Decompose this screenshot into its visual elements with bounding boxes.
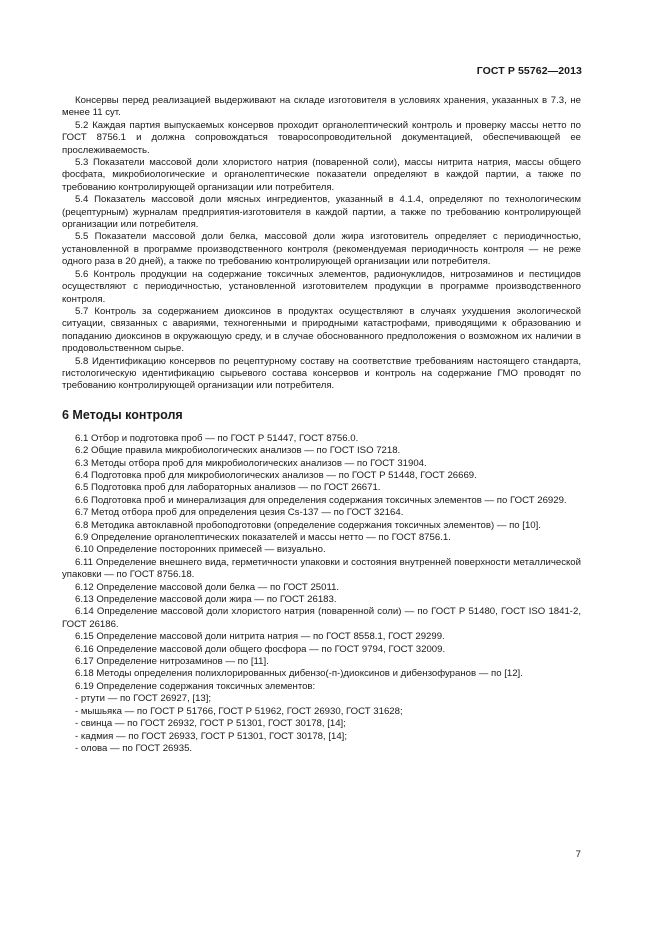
method-6-2: 6.2 Общие правила микробиологических анализов — по ГОСТ ISO 7218. <box>75 445 401 457</box>
method-6-6: 6.6 Подготовка проб и минерализация для определения содержания токсичных элементов — по ГОСТ 26929. <box>75 494 567 506</box>
document-standard-code: ГОСТ Р 55762—2013 <box>476 65 582 77</box>
paragraph-5-8: 5.8 Идентификацию консервов по рецептурному составу на соответствие требованиям настоящего стандарта, гистологическую идентификацию сырьевого состава консервов и контроль на содержание ГМО проводят по требованию контролирующей организации или потребителя. <box>62 355 581 392</box>
method-6-18: 6.18 Методы определения полихлорированных дибензо(-п-)диоксинов и дибензофуранов — по [12]. <box>75 668 523 680</box>
section-6-heading: 6 Методы контроля <box>62 407 183 422</box>
method-6-10: 6.10 Определение посторонних примесей — визуально. <box>75 544 326 556</box>
method-6-16: 6.16 Определение массовой доли общего фосфора — по ГОСТ 9794, ГОСТ 32009. <box>75 643 446 655</box>
method-6-8: 6.8 Методика автоклавной пробоподготовки (определение содержания токсичных элементов) — по [10]. <box>75 519 541 531</box>
method-6-17: 6.17 Определение нитрозаминов — по [11]. <box>75 656 269 668</box>
paragraph-storage-period: Консервы перед реализацией выдерживают на складе изготовителя в условиях хранения, указанных в 7.3, не менее 11 сут. <box>62 95 581 119</box>
method-6-11: 6.11 Определение внешнего вида, герметичности упаковки и состояния внутренней поверхности металлической упаковки — по ГОСТ 8756.18. <box>62 556 581 581</box>
method-6-9: 6.9 Определение органолептических показателей и массы нетто — по ГОСТ 8756.1. <box>75 532 451 543</box>
method-6-14: 6.14 Определение массовой доли хлористого натрия (поваренной соли) — по ГОСТ Р 51480, ГОСТ ISO 1841-2, ГОСТ 26186. <box>62 606 581 630</box>
method-6-1: 6.1 Отбор и подготовка проб — по ГОСТ Р 51447, ГОСТ 8756.0. <box>75 432 359 444</box>
paragraph-5-2: 5.2 Каждая партия выпускаемых консервов проходит органолептический контроль и проверку массы нетто по ГОСТ 8756.1 и должна сопровождаться товаросопроводительной документацией, обеспечивающей ее прослеживаемость. <box>62 119 581 156</box>
method-6-7: 6.7 Метод отбора проб для определения цезия Cs-137 — по ГОСТ 32164. <box>75 507 404 519</box>
paragraph-5-7: 5.7 Контроль за содержанием диоксинов в продуктах осуществляют в случаях ухудшения экологической ситуации, связанных с авариями, техногенными и природными катастрофами, приводящими к образованию и попаданию диоксинов в окружающую среду, и в случае обоснованного предположения о возможном их наличии в продовольственном сырье. <box>62 305 581 355</box>
paragraph-5-5: 5.5 Показатели массовой доли белка, массовой доли жира изготовитель определяет с периодичностью, установленной в программе производственного контроля (рекомендуемая периодичность контроля — не реже одного раза в 20 дней), а также по требованию контролирующей организации или потребителя. <box>62 231 581 268</box>
paragraph-5-4: 5.4 Показатель массовой доли мясных ингредиентов, указанный в 4.1.4, определяют по технологическим (рецептурным) журналам предприятия-изготовителя в каждой партии, а также по требованию контролирующей организации или потребителя. <box>62 194 581 231</box>
method-6-12: 6.12 Определение массовой доли белка — по ГОСТ 25011. <box>75 581 340 593</box>
paragraph-5-3: 5.3 Показатели массовой доли хлористого натрия (поваренной соли), массы нитрита натрия, массы общего фосфата, микробиологические и органолептические показатели определяют в каждой партии, а также по требованию контролирующей организации или потребителя. <box>62 157 581 193</box>
toxic-element-lead: - свинца — по ГОСТ 26932, ГОСТ Р 51301, ГОСТ 30178, [14]; <box>75 718 346 730</box>
paragraph-5-6: 5.6 Контроль продукции на содержание токсичных элементов, радионуклидов, нитрозаминов и пестицидов осуществляют с периодичностью, установленной изготовителем продукции в программе производственного контроля. <box>62 268 581 305</box>
method-6-5: 6.5 Подготовка проб для лабораторных анализов — по ГОСТ 26671. <box>75 482 381 494</box>
method-6-3: 6.3 Методы отбора проб для микробиологических анализов — по ГОСТ 31904. <box>75 457 427 469</box>
toxic-element-tin: - олова — по ГОСТ 26935. <box>75 742 193 754</box>
method-6-4: 6.4 Подготовка проб для микробиологических анализов — по ГОСТ Р 51448, ГОСТ 26669. <box>75 469 477 481</box>
toxic-element-mercury: - ртути — по ГОСТ 26927, [13]; <box>75 693 212 705</box>
method-6-15: 6.15 Определение массовой доли нитрита натрия — по ГОСТ 8558.1, ГОСТ 29299. <box>75 631 445 643</box>
method-6-13: 6.13 Определение массовой доли жира — по ГОСТ 26183. <box>75 594 337 606</box>
page-content <box>62 95 581 755</box>
page-number: 7 <box>575 849 581 860</box>
toxic-element-arsenic: - мышьяка — по ГОСТ Р 51766, ГОСТ Р 51962, ГОСТ 26930, ГОСТ 31628; <box>75 705 403 717</box>
method-6-19: 6.19 Определение содержания токсичных элементов: <box>75 680 316 692</box>
toxic-element-cadmium: - кадмия — по ГОСТ 26933, ГОСТ Р 51301, ГОСТ 30178, [14]; <box>75 730 347 742</box>
